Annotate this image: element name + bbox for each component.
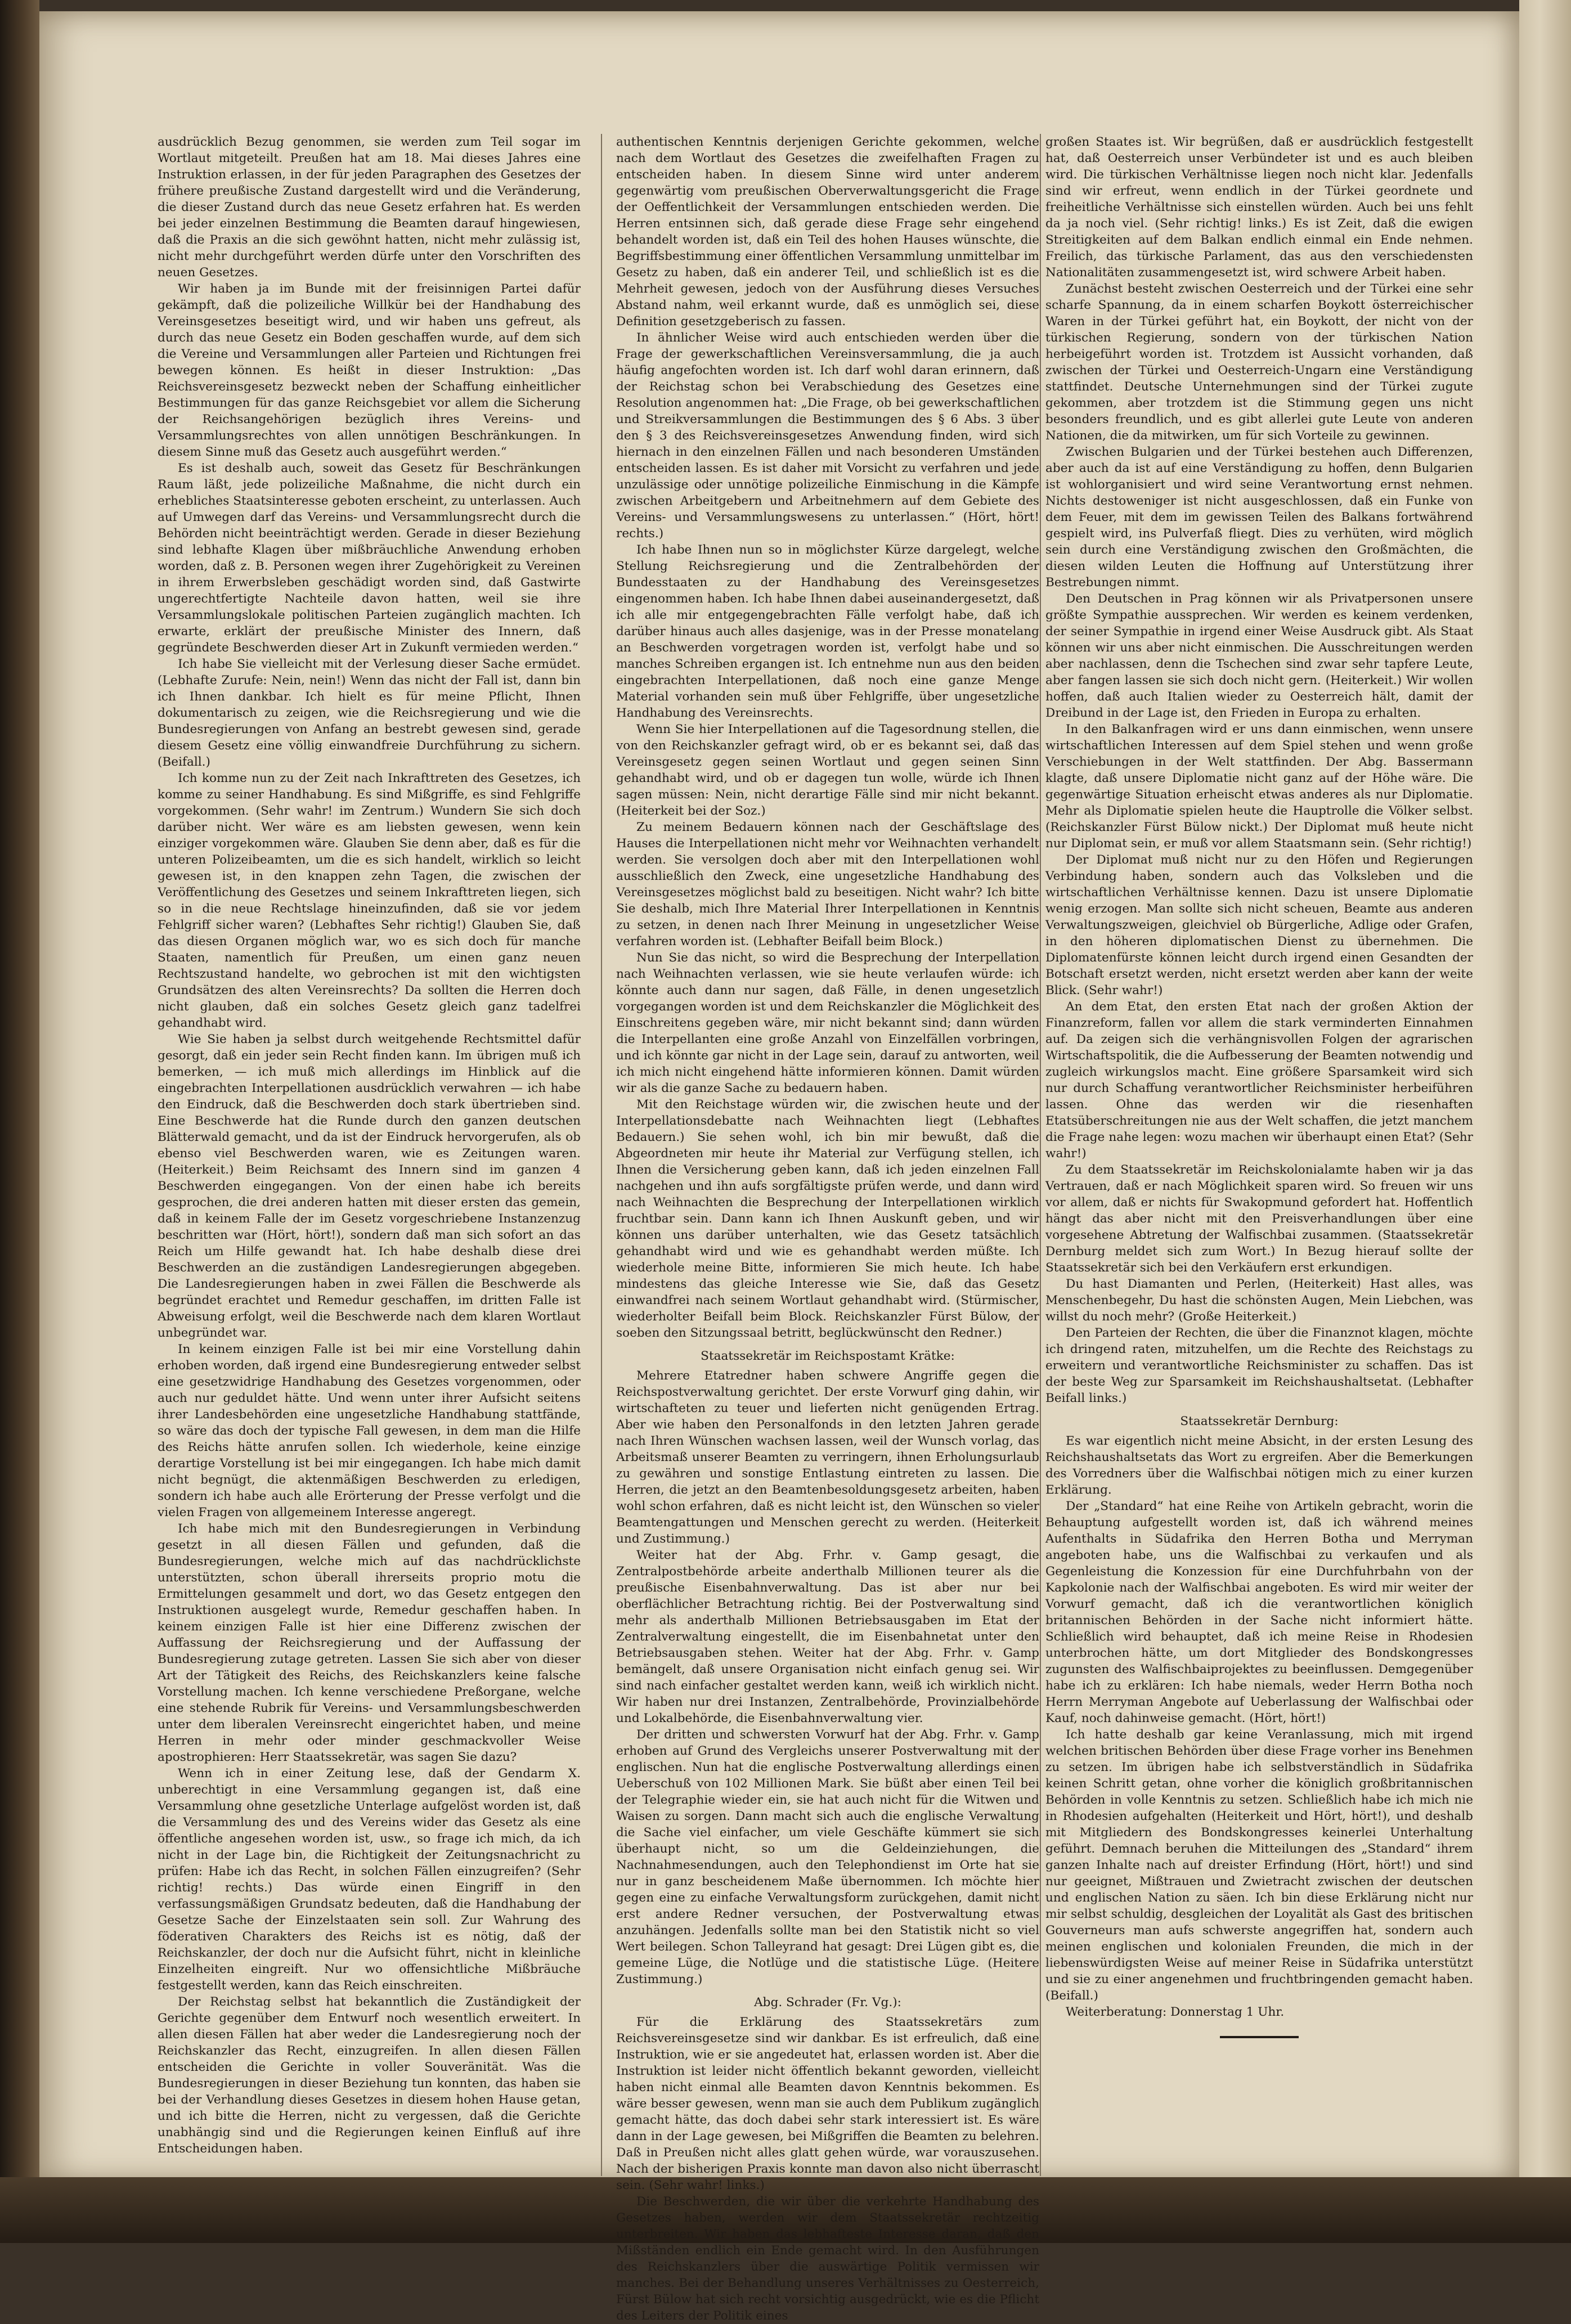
paragraph: Zwischen Bulgarien und der Türkei bestehen auch Differenzen, aber auch da ist auf eine Verständigung zu hoffen, denn Bulgarien ist wohlorganisiert und wird seine Verantwortung ernst nehmen. Nichts destoweniger ist nicht ausgeschlossen, daß ein Funke von dem Feuer, mit dem im gewissen Teilen des Balkans fortwährend gespielt wird, ins Pulverfaß fliegt. Dies zu verhüten, wird möglich sein durch eine Verständigung zwischen den Großmächten, die diesen wilden Leuten die Hoffnung auf Unterstützung ihrer Bestrebungen nimmt. xyxy=(1045,445,1473,590)
paragraph: Wenn Sie hier Interpellationen auf die Tagesordnung stellen, die von den Reichskanzler gefragt wird, ob er es bekannt sei, daß das Vereinsgesetz gegen seinen Wortlaut und gegen seinen Sinn gehandhabt wird, und ob er dagegen tun wolle, würde ich Ihnen sagen müssen: Nein, nicht derartige Fälle sind mir nicht bekannt. (Heiterkeit bei der Soz.) xyxy=(616,722,1039,818)
column-rule xyxy=(601,134,602,2176)
paragraph: ausdrücklich Bezug genommen, sie werden zum Teil sogar im Wortlaut mitgeteilt. Preußen hat am 18. Mai dieses Jahres eine Instruktion erlassen, in der für jeden Paragraphen des Gesetzes der frühere preußische Zustand dargestellt wird und die Veränderung, die dieser Zustand durch das neue Gesetz erfahren hat. Es werden bei jeder einzelnen Bestimmung die Beamten darauf hingewiesen, daß die Praxis an die sich gewöhnt hatten, nicht mehr zulässig ist, nicht mehr durchgeführt werden dürfe unter den Vorschriften des neuen Gesetzes. xyxy=(158,135,581,280)
paragraph: authentischen Kenntnis derjenigen Gerichte gekommen, welche nach dem Wortlaut des Gesetzes die zweifelhaften Fragen zu entscheiden haben. In diesem Sinne wird unter anderem gegenwärtig vom preußischen Oberverwaltungsgericht die Frage der Oeffentlichkeit der Versammlungen entschieden werden. Die Herren entsinnen sich, daß gerade diese Frage sehr eingehend behandelt worden ist, daß ein Teil des hohen Hauses wünschte, die Begriffsbestimmung einer öffentlichen Versammlung unmittelbar im Gesetz zu haben, daß ein anderer Teil, und schließlich ist es die Mehrheit gewesen, jedoch von der Ausführung dieses Versuches Abstand nahm, weil erkannt wurde, daß es unmöglich sei, diese Definition gesetzgeberisch zu fassen. xyxy=(616,135,1039,329)
paragraph: Ich habe Sie vielleicht mit der Verlesung dieser Sache ermüdet. (Lebhafte Zurufe: Nein, nein!) Wenn das nicht der Fall ist, dann bin ich Ihnen dankbar. Ich hielt es für meine Pflicht, Ihnen dokumentarisch zu zeigen, wie die Reichsregierung und wie die Bundesregierungen von Anfang an bestrebt gewesen sind, gerade diesem Gesetz eine völlig einwandfreie Durchführung zu sichern. (Beifall.) xyxy=(158,657,581,769)
paragraph: Weiter hat der Abg. Frhr. v. Gamp gesagt, die Zentralpostbehörde arbeite anderthalb Millionen teurer als die preußische Eisenbahnverwaltung. Das ist aber nur bei oberflächlicher Betrachtung richtig. Bei der Postverwaltung sind mehr als anderthalb Millionen Betriebsausgaben im Etat der Zentralverwaltung eingestellt, die im Eisenbahnetat unter den Betriebsausgaben stehen. Weiter hat der Abg. Frhr. v. Gamp bemängelt, daß unsere Organisation nicht einfach genug sei. Wir sind nach einfacher gestaltet werden kann, weiß ich wirklich nicht. Wir haben nur drei Instanzen, Zentralbehörde, Provinzialbehörde und Lokalbehörde, die Eisenbahnverwaltung vier. xyxy=(616,1548,1039,1725)
speaker-heading: Staatssekretär im Reichspostamt Krätke: xyxy=(701,1349,955,1363)
paragraph: Zu dem Staatssekretär im Reichskolonialamte haben wir ja das Vertrauen, daß er nach Möglichkeit sparen wird. So freuen wir uns vor allem, daß er nichts für Swakopmund gefordert hat. Hoffentlich hängt das aber nicht mit den Preisverhandlungen über eine vorgesehene Abtretung der Walfischbai zusammen. (Staatssekretär Dernburg meldet sich zum Wort.) In Bezug hierauf sollte der Staatssekretär sich bei den Verkäufern erst erkundigen. xyxy=(1045,1163,1473,1275)
paragraph: Ich habe mich mit den Bundesregierungen in Verbindung gesetzt in all diesen Fällen und gefunden, daß die Bundesregierungen, welche mich auf das nachdrücklichste unterstützten, schon überall ihrerseits proprio motu die Ermittelungen gesammelt und dort, wo das Gesetz entgegen den Instruktionen ausgelegt wurde, Remedur geschaffen haben. In keinem einzigen Falle ist hier eine Differenz zwischen der Auffassung der Reichsregierung und der Auffassung der Bundesregierung zutage getreten. Lassen Sie sich aber von dieser Art der Tätigkeit des Reichs, des Reichskanzlers keine falsche Vorstellung machen. Ich kenne verschiedene Preßorgane, welche eine stehende Rubrik für Vereins- und Versammlungsbeschwerden unter dem liberalen Vereinsrecht eingerichtet haben, und meine Herren in mehr oder minder geschmackvoller Weise apostrophieren: Herr Staatssekretär, was sagen Sie dazu? xyxy=(158,1522,581,1764)
paragraph: Wenn ich in einer Zeitung lese, daß der Gendarm X. unberechtigt in eine Versammlung gegangen ist, daß eine Versammlung ohne gesetzliche Unterlage aufgelöst worden ist, daß die Versammlung des und des Vereins wider das Gesetz als eine öffentliche angesehen worden ist, usw., so frage ich mich, da ich nicht in der Lage bin, die Richtigkeit der Zeitungsnachricht zu prüfen: Habe ich das Recht, in solchen Fällen einzugreifen? (Sehr richtig! rechts.) Das würde einen Eingriff in den verfassungsmäßigen Grundsatz bedeuten, daß die Handhabung der Gesetze Sache der Einzelstaaten sein soll. Zur Wahrung des föderativen Charakters des Reichs ist es nötig, daß der Reichskanzler, der doch nur die Aufsicht führt, nicht in kleinliche Einzelheiten eingreift. Nur wo offensichtliche Mißbräuche festgestellt werden, kann das Reich einschreiten. xyxy=(158,1766,581,1993)
paragraph: In den Balkanfragen wird er uns dann einmischen, wenn unsere wirtschaftlichen Interessen auf dem Spiel stehen und wenn große Verschiebungen in der Welt stattfinden. Der Abg. Bassermann klagte, daß unsere Diplomatie nicht ganz auf der Höhe wäre. Die gegenwärtige Situation erheischt etwas anderes als nur Diplomatie. Mehr als Diplomatie spielen heute die Hauptrolle die Völker selbst. (Reichskanzler Fürst Bülow nickt.) Der Diplomat muß heute nicht nur Diplomat sein, er muß vor allem Staatsmann sein. (Sehr richtig!) xyxy=(1045,722,1473,851)
speaker-heading: Abg. Schrader (Fr. Vg.): xyxy=(754,1995,901,2010)
paragraph: Der dritten und schwersten Vorwurf hat der Abg. Frhr. v. Gamp erhoben auf Grund des Vergleichs unserer Postverwaltung mit der englischen. Nun hat die englische Postverwaltung allerdings einen Ueberschuß von 102 Millionen Mark. Sie büßt aber einen Teil bei der Telegraphie wieder ein, sie hat auch nicht für die Witwen und Waisen zu sorgen. Dann macht sich auch die englische Verwaltung die Sache viel einfacher, um viele Geschäfte kümmert sie sich überhaupt nicht, so um die Geldeinziehungen, die Nachnahmesendungen, auch den Telephondienst im Orte hat sie nur in ganz bescheidenem Maße übernommen. Ich möchte hier gegen eine zu einfache Verwaltungsform zurückgehen, damit nicht erst andere Redner versuchen, der Postverwaltung etwas anzuhängen. Jedenfalls sollte man bei den Statistik nicht so viel Wert beilegen. Schon Talleyrand hat gesagt: Drei Lügen gibt es, die gemeine Lüge, die Notlüge und die statistische Lüge. (Heitere Zustimmung.) xyxy=(616,1728,1039,1986)
paragraph: Die Beschwerden, die wir über die verkehrte Handhabung des Gesetzes haben, werden wir dem Staatssekretär rechtzeitig unterbreiten. Wir haben das lebhafteste Interesse daran, daß den Mißständen endlich ein Ende gemacht wird. In den Ausführungen des Reichskanzlers über die auswärtige Politik vermissen wir manches. Bei der Behandlung unseres Verhältnisses zu Oesterreich, Fürst Bülow hat sich recht vorsichtig ausgedrückt, wie es die Pflicht des Leiters der Politik eines xyxy=(616,2195,1039,2323)
paragraph: Für die Erklärung des Staatssekretärs zum Reichsvereinsgesetze sind wir dankbar. Es ist erfreulich, daß eine Instruktion, wie er sie angedeutet hat, erlassen worden ist. Aber die Instruktion ist leider nicht öffentlich bekannt geworden, vielleicht haben nicht einmal alle Beamten davon Kenntnis bekommen. Es wäre besser gewesen, wenn man sie auch dem Publikum zugänglich gemacht hätte, das doch dabei sehr stark interessiert ist. Es wäre dann in der Lage gewesen, bei Mißgriffen die Beamten zu belehren. Daß in Preußen nicht alles glatt gehen würde, war vorauszusehen. Nach der bisherigen Praxis konnte man davon also nicht überrascht sein. (Sehr wahr! links.) xyxy=(616,2015,1039,2192)
paragraph: In keinem einzigen Falle ist bei mir eine Vorstellung dahin erhoben worden, daß irgend eine Bundesregierung entweder selbst eine gesetzwidrige Handhabung des Gesetzes vorgenommen, oder auch nur geduldet hätte. Und wenn unter ihrer Aufsicht seitens ihrer Landesbehörden eine ungesetzliche Handhabung stattfände, so wäre das doch der typische Fall gewesen, in dem man die Hilfe des Reichs hätte anrufen sollen. Ich wiederhole, keine einzige derartige Vorstellung ist bei mir eingegangen. Ich habe mich damit nicht begnügt, die aktenmäßigen Beschwerden zu erledigen, sondern ich habe auch alle Erörterung der Presse verfolgt und die vielen Fragen von allgemeinem Interesse angeregt. xyxy=(158,1342,581,1520)
speaker-heading: Staatssekretär Dernburg: xyxy=(1180,1414,1339,1428)
paragraph: An dem Etat, den ersten Etat nach der großen Aktion der Finanzreform, fallen vor allem die stark verminderten Einnahmen auf. Da zeigen sich die verhängnisvollen Folgen der agrarischen Wirtschaftspolitik, die die Aufbesserung der Beamten notwendig und zugleich wirkungslos macht. Eine größere Sparsamkeit wird sich nur durch Schaffung verantwortlicher Reichsminister herbeiführen lassen. Ohne das werden wir die riesenhaften Etatsüberschreitungen nie aus der Welt schaffen, die jetzt manchem die Frage nahe legen: wozu machen wir überhaupt einen Etat? (Sehr wahr!) xyxy=(1045,1000,1473,1161)
adjournment-note: Weiterberatung: Donnerstag 1 Uhr. xyxy=(1066,2005,1285,2019)
paragraph: Der „Standard“ hat eine Reihe von Artikeln gebracht, worin die Behauptung aufgestellt worden ist, daß ich während meines Aufenthalts in Südafrika den Herren Botha und Merryman angeboten habe, uns die Walfischbai zu verkaufen und als Gegenleistung die Konzession für eine Durchfuhrbahn von der Kapkolonie nach der Walfischbai angeboten. Es wird mir weiter der Vorwurf gemacht, daß ich die verantwortlichen königlich britannischen Behörden in der Sache nicht informiert hätte. Schließlich wird behauptet, daß ich meine Reise in Rhodesien unterbrochen hätte, um dort Mitglieder des Bondskongresses zugunsten des Walfischbaiprojektes zu beeinflussen. Demgegenüber habe ich zu erklären: Ich habe niemals, weder Herrn Botha noch Herrn Merryman Angebote auf Ueberlassung der Walfischbai oder Kauf, noch dahinweise gemacht. (Hört, hört!) xyxy=(1045,1499,1473,1725)
paragraph: Den Deutschen in Prag können wir als Privatpersonen unsere größte Sympathie aussprechen. Wir werden es keinem verdenken, der seiner Sympathie in irgend einer Weise Ausdruck gibt. Als Staat können wir uns aber nicht einmischen. Die Ausschreitungen werden aber nachlassen, denn die Tschechen sind zwar sehr tapfere Leute, aber fangen lassen sie sich doch nicht gern. (Heiterkeit.) Wir wollen hoffen, daß auch Italien wieder zu Oesterreich hält, damit der Dreibund in der Lage ist, den Frieden in Europa zu erhalten. xyxy=(1045,592,1473,720)
column-rule xyxy=(1040,134,1041,2176)
paragraph: Zu meinem Bedauern können nach der Geschäftslage des Hauses die Interpellationen nicht mehr vor Weihnachten verhandelt werden. Sie versolgen doch aber mit den Interpellationen wohl ausschließlich den Zweck, eine ungesetzliche Handhabung des Vereinsgesetzes möglichst bald zu beseitigen. Nicht wahr? Ich bitte Sie deshalb, mich Ihre Material Ihrer Interpellationen in Kenntnis zu setzen, in denen nach Ihrer Meinung in ungesetzlicher Weise verfahren worden ist. (Lebhafter Beifall beim Block.) xyxy=(616,820,1039,949)
paragraph: Den Parteien der Rechten, die über die Finanznot klagen, möchte ich dringend raten, mitzuhelfen, um die Rechte des Reichstags zu erweitern und verantwortliche Reichsminister zu schaffen. Das ist der beste Weg zur Sparsamkeit im Reichshaushaltsetat. (Lebhafter Beifall links.) xyxy=(1045,1326,1473,1405)
paragraph: Ich hatte deshalb gar keine Veranlassung, mich mit irgend welchen britischen Behörden über diese Frage vorher ins Benehmen zu setzen. Im übrigen habe ich selbstverständlich in Südafrika keinen Schritt getan, ohne vorher die königlich großbritannischen Behörden in volle Kenntnis zu setzen. Schließlich habe ich mich nie in Rhodesien aufgehalten (Heiterkeit und Hört, hört!), und deshalb mit Mitgliedern des Bondskongresses keinerlei Unterhaltung geführt. Demnach beruhen die Mitteilungen des „Standard“ ihrem ganzen Inhalte nach auf dreister Erfindung (Hört, hört!) und sind nur geeignet, Mißtrauen und Zwietracht zwischen der deutschen und englischen Nation zu säen. Ich bin diese Erklärung nicht nur mir selbst schuldig, desgleichen der Loyalität als Gast des britischen Gouverneurs man aufs schwerste angegriffen hat, sondern auch meinen englischen und kolonialen Freunden, die mich in der liebenswürdigsten Weise auf meiner Reise in Südafrika unterstützt und sie zu einer angenehmen und fruchtbringenden gemacht haben. (Beifall.) xyxy=(1045,1728,1473,2003)
next-page-edge xyxy=(1519,0,1571,2243)
end-rule xyxy=(1220,2036,1299,2038)
paragraph: Mit den Reichstage würden wir, die zwischen heute und der Interpellationsdebatte nach Weihnachten liegt (Lebhaftes Bedauern.) Sie sehen wohl, ich bin mir bewußt, daß die Abgeordneten mir heute ihr Material zur Verfügung stellen, ich Ihnen die Versicherung geben kann, daß ich jeden einzelnen Fall nachgehen und ihn aufs sorgfältigste prüfen werde, und dann wird nach Weihnachten die Besprechung der Interpellationen wirklich fruchtbar sein. Dann kann ich Ihnen Auskunft geben, und wir können uns darüber unterhalten, wie das Gesetz tatsächlich gehandhabt wird und wie es gehandhabt werden müßte. Ich wiederhole meine Bitte, informieren Sie mich heute. Ich habe mindestens das gleiche Interesse wie Sie, daß das Gesetz einwandfrei nach seinem Wortlaut gehandhabt wird. (Stürmischer, wiederholter Beifall beim Block. Reichskanzler Fürst Bülow, der soeben den Sitzungssaal betritt, beglückwünscht den Redner.) xyxy=(616,1098,1039,1340)
paragraph: In ähnlicher Weise wird auch entschieden werden über die Frage der gewerkschaftlichen Vereinsversammlung, die ja auch häufig angefochten worden ist. Ich darf wohl daran erinnern, daß der Reichstag schon bei Verabschiedung des Gesetzes eine Resolution angenommen hat: „Die Frage, ob bei gewerkschaftlichen und Streikversammlungen die Bestimmungen des § 6 Abs. 3 über den § 3 des Reichsvereinsgesetzes Anwendung finden, wird sich hiernach in den einzelnen Fällen und nach besonderen Umständen entscheiden lassen. Es ist daher mit Vorsicht zu verfahren und jede unzulässige oder unnötige polizeiliche Einmischung in die Kämpfe zwischen Arbeitgebern und Arbeitnehmern auf dem Gebiete des Vereins- und Versammlungswesens zu unterlassen.“ (Hört, hört! rechts.) xyxy=(616,331,1039,541)
column-2 xyxy=(616,134,1039,2324)
paragraph: Zunächst besteht zwischen Oesterreich und der Türkei eine sehr scharfe Spannung, da in einem scharfen Boykott österreichischer Waren in der Türkei geführt hat, ein Boykott, der nicht von der türkischen Regierung, sondern von der türkischen Nation herbeigeführt worden ist. Trotzdem ist Aussicht vorhanden, daß zwischen der Türkei und Oesterreich-Ungarn eine Verständigung stattfindet. Deutsche Unternehmungen sind der Türkei zugute gekommen, aber trotzdem ist die Stimmung gegen uns nicht besonders freundlich, und es gibt allerlei gute Leute von anderen Nationen, die da mitwirken, um für sich Vorteile zu gewinnen. xyxy=(1045,282,1473,443)
paragraph: Wir haben ja im Bunde mit der freisinnigen Partei dafür gekämpft, daß die polizeiliche Willkür bei der Handhabung des Vereinsgesetzes beseitigt wird, und wir haben uns gefreut, als durch das neue Gesetz ein Boden geschaffen wurde, auf dem sich die Vereine und Versammlungen aller Parteien und Richtungen frei bewegen können. Es heißt in dieser Instruktion: „Das Reichsvereinsgesetz bezweckt neben der Schaffung einheitlicher Bestimmungen für das ganze Reichsgebiet vor allem die Sicherung der Reichsangehörigen bezüglich ihres Vereins- und Versammlungsrechtes von allen unnötigen Beschränkungen. In diesem Sinne muß das Gesetz auch ausgeführt werden.“ xyxy=(158,282,581,459)
book-binding-edge xyxy=(0,0,39,2243)
paragraph: Ich habe Ihnen nun so in möglichster Kürze dargelegt, welche Stellung Reichsregierung und die Zentralbehörden der Bundesstaaten zu der Handhabung des Vereinsgesetzes eingenommen haben. Ich habe Ihnen dabei auseinandergesetzt, daß ich alle mir entgegengebrachten Fälle verfolgt habe, daß ich darüber hinaus auch alles dasjenige, was in der Presse monatelang an Beschwerden vorgetragen worden ist, verfolgt habe und so manches Schreiben ergangen ist. Ich entnehme nun aus den beiden eingebrachten Interpellationen, daß noch eine ganze Menge Material vorhanden sein muß über Fehlgriffe, über ungesetzliche Handhabung des Vereinsrechts. xyxy=(616,543,1039,720)
paragraph: Der Reichstag selbst hat bekanntlich die Zuständigkeit der Gerichte gegenüber dem Entwurf noch wesentlich erweitert. In allen diesen Fällen hat aber weder die Landesregierung noch der Reichskanzler das Recht, einzugreifen. In allen diesen Fällen entscheiden die Gerichte in voller Souveränität. Was die Bundesregierungen in dieser Beziehung tun konnten, das haben sie bei der Verhandlung dieses Gesetzes in diesem hohen Hause getan, und ich bitte die Herren, nicht zu vergessen, daß die Gerichte unabhängig sind und die Regierungen keinen Einfluß auf ihre Entscheidungen haben. xyxy=(158,1995,581,2156)
paragraph: Nun Sie das nicht, so wird die Besprechung der Interpellation nach Weihnachten verlassen, wie sie heute verlaufen würde: ich könnte auch dann nur sagen, daß Fälle, in denen ungesetzlich vorgegangen worden ist und dem Reichskanzler die Möglichkeit des Einschreitens gegeben wäre, mir nicht bekannt sind; dann würden die Interpellanten eine große Anzahl von Einzelfällen vorbringen, und ich könnte gar nicht in der Lage sein, darauf zu antworten, weil ich mich nicht eingehend hätte informieren können. Damit würden wir als die ganze Sache zu bedauern haben. xyxy=(616,951,1039,1095)
paragraph: Wie Sie haben ja selbst durch weitgehende Rechtsmittel dafür gesorgt, daß ein jeder sein Recht finden kann. Im übrigen muß ich bemerken, — ich muß mich allerdings im Hinblick auf die eingebrachten Interpellationen ausdrücklich verwahren — ich habe den Eindruck, daß die Beschwerden doch stark übertrieben sind. Eine Beschwerde hat die Runde durch den ganzen deutschen Blätterwald gemacht, und da ist der Eindruck hervorgerufen, als ob ebenso viel Beschwerden waren, wie es Zeitungen waren. (Heiterkeit.) Beim Reichsamt des Innern sind im ganzen 4 Beschwerden eingegangen. Von der einen habe ich bereits gesprochen, die drei anderen hatten mit dieser ersten das gemein, daß in keinem Falle der im Gesetz vorgeschriebene Instanzenzug beschritten war (Hört, hört!), sondern daß man sich sofort an das Reich um Hilfe gewandt hat. Ich habe deshalb diese drei Beschwerden an die zuständigen Landesregierungen abgegeben. Die Landesregierungen haben in zwei Fällen die Beschwerde als begründet erachtet und Remedur geschaffen, im dritten Falle ist Abweisung erfolgt, weil die Beschwerde nach dem klaren Wortlaut unbegründet war. xyxy=(158,1032,581,1340)
poem-quote: Du hast Diamanten und Perlen, (Heiterkeit) Hast alles, was Menschenbegehr, Du hast die schönsten Augen, Mein Liebchen, was willst du noch mehr? (Große Heiterkeit.) xyxy=(1045,1277,1473,1324)
paragraph: Es war eigentlich nicht meine Absicht, in der ersten Lesung des Reichshaushaltsetats das Wort zu ergreifen. Aber die Bemerkungen des Vorredners über die Walfischbai nötigen mich zu einer kurzen Erklärung. xyxy=(1045,1434,1473,1497)
paragraph: Es ist deshalb auch, soweit das Gesetz für Beschränkungen Raum läßt, jede polizeiliche Maßnahme, die nicht durch ein erhebliches Staatsinteresse geboten erscheint, zu unterlassen. Auch auf Umwegen darf das Vereins- und Versammlungsrecht durch die Behörden nicht beeinträchtigt werden. Gerade in dieser Beziehung sind lebhafte Klagen über mißbräuchliche Anwendung erhoben worden, daß z. B. Personen wegen ihrer Zugehörigkeit zu Vereinen in ihrem Erwerbsleben geschädigt worden sind, daß Gastwirte ungerechtfertigte Nachteile davon hatten, weil sie ihre Versammlungslokale politischen Parteien zugänglich machten. Ich erwarte, erklärt der preußische Minister des Innern, daß gegründete Beschwerden dieser Art in Zukunft vermieden werden.“ xyxy=(158,461,581,655)
column-3 xyxy=(1045,134,1473,2038)
paragraph: Der Diplomat muß nicht nur zu den Höfen und Regierungen Verbindung haben, sondern auch das Volksleben und die wirtschaftlichen Verhältnisse kennen. Dazu ist unsere Diplomatie wenig erzogen. Man sollte sich nicht scheuen, Beamte aus anderen Verwaltungszweigen, gleichviel ob Bürgerliche, Adlige oder Grafen, in den höheren diplomatischen Dienst zu übernehmen. Die Diplomatenfürste können leicht durch irgend einen Gesandten der Botschaft ersetzt werden, nicht ersetzt werden aber kann der weite Blick. (Sehr wahr!) xyxy=(1045,853,1473,997)
column-1 xyxy=(158,134,581,2157)
paragraph: Mehrere Etatredner haben schwere Angriffe gegen die Reichspostverwaltung gerichtet. Der erste Vorwurf ging dahin, wir wirtschafteten zu teuer und lieferten nicht genügenden Ertrag. Aber wie haben den Personalfonds in den letzten Jahren gerade nach Ihren Wünschen wachsen lassen, weil der Wunsch vorlag, das Arbeitsmaß unserer Beamten zu verringern, ihnen Erholungsurlaub zu gewähren und sonstige Entlastung eintreten zu lassen. Die Herren, die jetzt an den Beamtenbesoldungsgesetz arbeiten, haben wohl schon erfahren, daß es nicht leicht ist, den Wünschen so vieler Beamtengattungen und Menschen gerecht zu werden. (Heiterkeit und Zustimmung.) xyxy=(616,1369,1039,1546)
paragraph: Ich komme nun zu der Zeit nach Inkrafttreten des Gesetzes, ich komme zu seiner Handhabung. Es sind Mißgriffe, es sind Fehlgriffe vorgekommen. (Sehr wahr! im Zentrum.) Wundern Sie sich doch darüber nicht. Wer wäre es am liebsten gewesen, wenn kein einziger vorgekommen wäre. Glauben Sie denn aber, daß es für die unteren Polizeibeamten, um die es sich handelt, wirklich so leicht gewesen ist, in den knappen zehn Tagen, die zwischen der Veröffentlichung des Gesetzes und seinem Inkrafttreten liegen, sich so in die neue Rechtslage hineinzufinden, daß sie vor jedem Fehlgriff sicher waren? (Lebhaftes Sehr richtig!) Glauben Sie, daß das diesen Organen möglich war, wo es sich doch für manche Staaten, namentlich für Preußen, um einen ganz neuen Rechtszustand handelte, wo gebrochen ist mit den wichtigsten Grundsätzen des alten Vereinsrechts? Da sollten die Herren doch nicht glauben, daß ein solches Gesetz gleich ganz tadelfrei gehandhabt wird. xyxy=(158,771,581,1030)
paragraph: großen Staates ist. Wir begrüßen, daß er ausdrücklich festgestellt hat, daß Oesterreich unser Verbündeter ist und es auch bleiben wird. Die türkischen Verhältnisse liegen noch nicht klar. Jedenfalls sind wir erfreut, wenn endlich in der Türkei geordnete und freiheitliche Verhältnisse sich einstellen würden. Auch bei uns fehlt da ja noch viel. (Sehr richtig! links.) Es ist Zeit, daß die ewigen Streitigkeiten auf dem Balkan endlich einmal ein Ende nehmen. Freilich, das türkische Parlament, das aus den verschiedensten Nationalitäten zusammengesetzt ist, wird schwere Arbeit haben. xyxy=(1045,135,1473,280)
